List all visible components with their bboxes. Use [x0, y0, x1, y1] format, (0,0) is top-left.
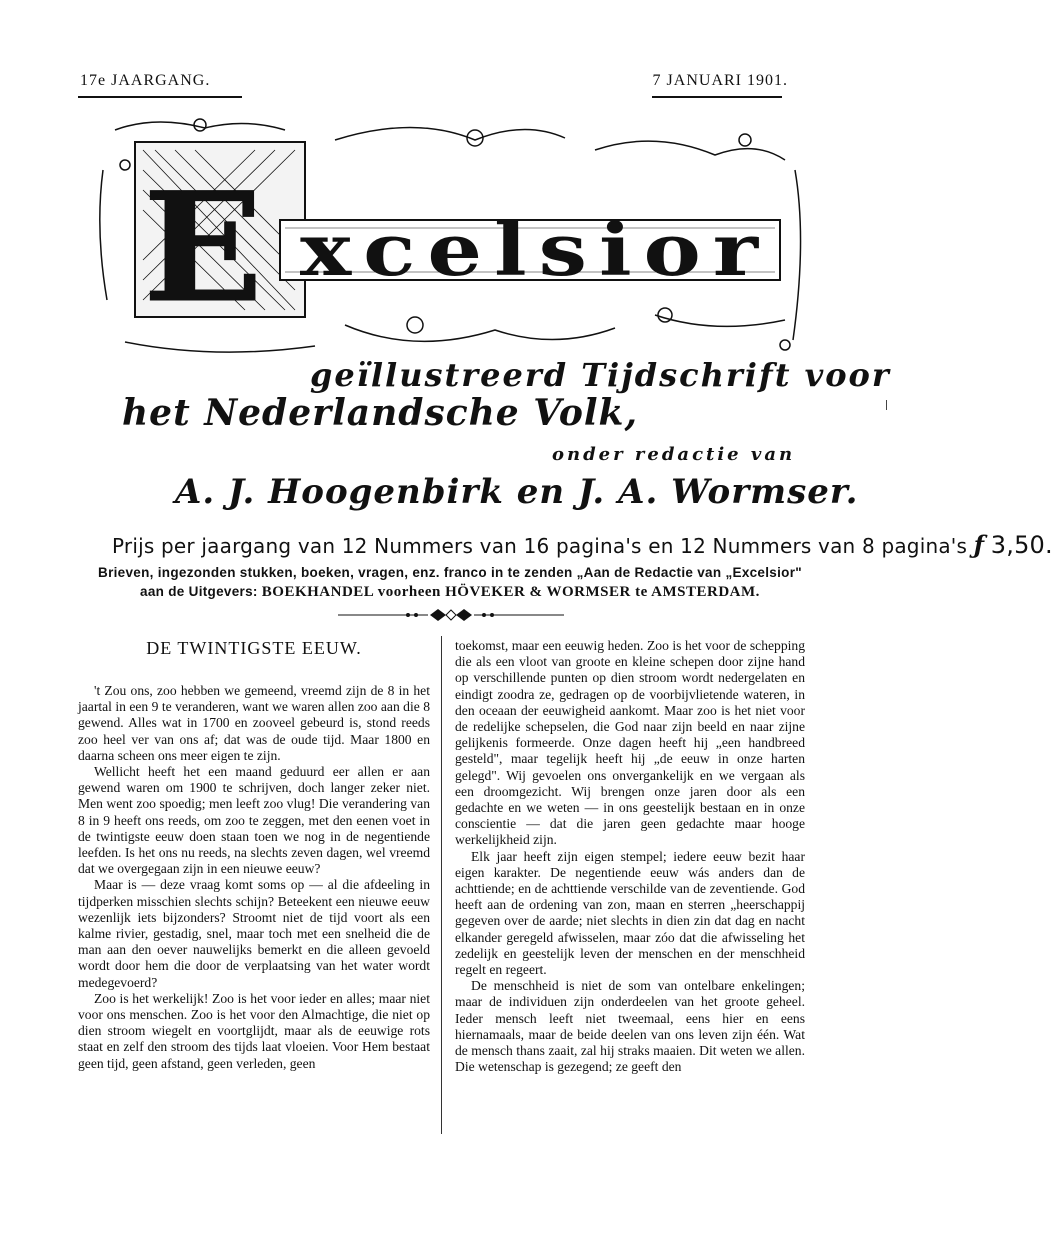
paragraph: 't Zou ons, zoo hebben we gemeend, vreemd zijn de 8 in het jaartal in een 9 te veranderen, want we waren allen zoo aan die 8 gewend. Alles wat in 1700 en zooveel gebeurd is, stond reeds zoo heel ver van ons af; dat was de oude tijd. Maar 1800 en daarna scheen ons meer eigen te zijn.: [78, 683, 430, 763]
notice-line2: [98, 584, 802, 601]
masthead-title: xcelsior: [300, 207, 770, 292]
header-rule-right: [652, 96, 782, 98]
paragraph: toekomst, maar een eeuwig heden. Zoo is het voor de schepping die als een vloot van groote en kleine schepen door zijne hand op verschillende punten op dien stroom wordt nedergelaten en eindigt zoodra ze, gedragen op de voorbijvlietende wateren, in den oceaan der eeuwigheid aankomt. Maar zoo is het niet voor de redelijke schepselen, die God naar zijn beeld en naar zijne gelijkenis formeerde. Onze dagen heeft hij „een handbreed gesteld", maar tegelijk heeft hij „de eeuw in onze harten gelegd". Wij gevoelen ons onvergankelijk en we vergaan als een droomgezicht. Wij brengen onze jaren door als een gedachte en we weten — in ons geestelijk bestaan en in onze conscientie — dat die jaren geen gedachte maar hooge werkelijkheid zijn.: [455, 638, 805, 848]
florin-symbol: ƒ: [973, 530, 985, 559]
article-column-left: [78, 683, 430, 1072]
price-amount: 3,50.: [990, 531, 1053, 559]
article-column-right: [455, 638, 805, 1075]
subscription-price: [112, 530, 1053, 559]
notice-line1: Brieven, ingezonden stukken, boeken, vragen, enz. franco in te zenden „Aan de Redactie van „Excelsior": [98, 565, 802, 580]
ornament-divider: [338, 605, 564, 625]
masthead-subtitle-line1: geïllustreerd Tijdschrift voor: [310, 356, 891, 394]
masthead-initial: E: [143, 160, 263, 336]
paragraph: Wellicht heeft het een maand geduurd eer allen er aan gewend waren om 1900 te schrijven, doch langer zeker niet. Men went zoo spoedig; men leeft zoo vlug! Die verandering van 8 in 9 heeft ons reeds, om zoo te zeggen, met den eenen voet in de twintigste eeuw doen staan toen we nog in de negentiende leefden. Is het ons nu reeds, na slechts zeven dagen, wel vreemd dat we overgegaan zijn in een nieuwe eeuw?: [78, 764, 430, 877]
paragraph: Maar is — deze vraag komt soms op — al die afdeeling in tijdperken misschien slechts schijn? Beteekent een nieuwe eeuw wezenlijk iets bijzonders? Stroomt niet de tijd voort als een kalme rivier, gestadig, snel, maar toch met een snelheid die de man aan den oever nauwelijks bemerkt en die alleen gevoeld wordt door hem die door de verplaatsing van het water wordt medegevoerd?: [78, 877, 430, 990]
column-divider: [441, 636, 442, 1134]
paragraph: Elk jaar heeft zijn eigen stempel; iedere eeuw bezit haar eigen karakter. De negentiende eeuw wás anders dan de achttiende; en de achttiende verschilde van de zeventiende. God heeft aan de ordening van zon, maan en sterren „heerschappij gegeven over de aarde; niet slechts in dien zin dat dag en nacht elkander geregeld afwisselen, maar zóo dat die afwisseling het zedelijk en geestelijk leven der menschen en der menschheid regelt en regeert.: [455, 848, 805, 978]
paragraph: Zoo is het werkelijk! Zoo is het voor ieder en alles; maar niet voor ons menschen. Zoo is het voor den Almachtige, die niet op dien stroom wiegelt en voortglijdt, maar als de eeuwige rots staat en zelf den stroom des tijds laat vloeien. Voor Hem bestaat geen tijd, geen afstand, geen verleden, geen: [78, 990, 430, 1071]
masthead-ornament: [95, 110, 807, 360]
masthead-subtitle-line2: het Nederlandsche Volk,: [122, 392, 639, 434]
price-text: Prijs per jaargang van 12 Nummers van 16 pagina's en 12 Nummers van 8 pagina's: [112, 534, 968, 558]
header-rule-left: [78, 96, 242, 98]
issue-date: 7 JANUARI 1901.: [652, 72, 788, 89]
notice-publisher-prefix: aan de Uitgevers:: [140, 584, 258, 599]
notice-publisher: BOEKHANDEL voorheen HÖVEKER & WORMSER te AMSTERDAM.: [261, 584, 760, 600]
margin-mark: [886, 400, 887, 410]
editor-intro: onder redactie van: [552, 444, 796, 465]
volume-label: 17e JAARGANG.: [80, 72, 211, 89]
editors-names: A. J. Hoogenbirk en J. A. Wormser.: [175, 472, 859, 512]
paragraph: De menschheid is niet de som van ontelbare enkelingen; maar de individuen zijn onderdeelen van het groote geheel. Ieder mensch leeft niet tweemaal, eens hier en eens hiernamaals, maar de beide deelen van ons leven zijn één. Wat de mensch thans zaait, zal hij straks maaien. Dit weten we allen. Die wetenschap is gezegend; ze geeft den: [455, 978, 805, 1075]
article-title: DE TWINTIGSTE EEUW.: [146, 638, 362, 658]
